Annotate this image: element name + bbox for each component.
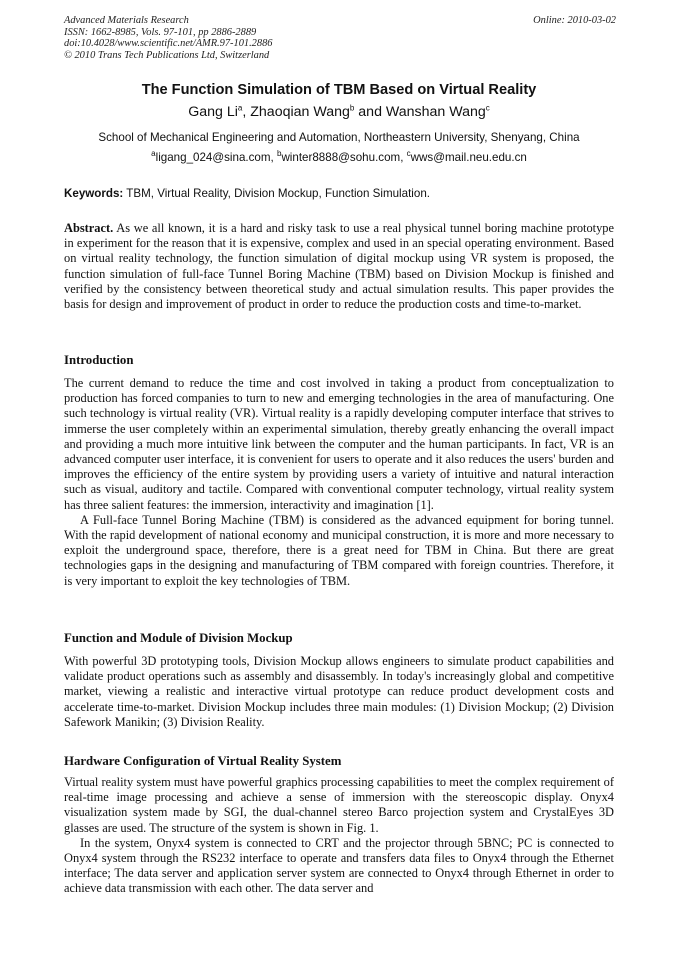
journal-name: Advanced Materials Research <box>64 15 189 26</box>
author-1: Gang Li$^a$, <box>188 103 251 120</box>
paragraph: Virtual reality system must have powerful graphics processing capabilities to meet the complex requirement of real-time image processing and achieve a sense of immersion with the stereoscopic display. Onyx4 visualization system made by SGI, the dual-channel stereo Barco projection system and CrystalEyes 3D glasses are used. The structure of the system is shown in Fig. 1. <box>64 775 614 835</box>
email-1: $^a$ligang_024@sina.com, <box>151 149 277 164</box>
copyright-line: © 2010 Trans Tech Publications Ltd, Switzerland <box>64 49 270 61</box>
keywords-text: TBM, Virtual Reality, Division Mockup, Function Simulation. <box>126 187 430 200</box>
issn-line: ISSN: 1662-8985, Vols. 97-101, pp 2886-2889 <box>64 26 257 38</box>
keywords <box>64 187 616 200</box>
section-body-division-mockup <box>64 654 614 730</box>
online-date: Online: 2010-03-02 <box>533 15 616 26</box>
paragraph: The current demand to reduce the time and cost involved in taking a product from conceptualization to production has forced companies to turn to new and emerging technologies in the area of manufacturing. One such technology is virtual reality (VR). Virtual reality is a rapidly developing computer interface that strives to immerse the user completely within an experimental simulation, thereby greatly enhancing the overall impact and providing a much more intuitive link between the computer and the human participants. In fact, VR is an advanced computer user interface, it is convenient for users to operate and it also reduces the users' burden and improves the efficiency of the entire system by providing users a variety of intuitive and natural interaction such as visual, auditory and tactile. Compared with conventional computer technology, virtual reality system has three salient features: the immersion, interactivity and imagination [1]. <box>64 376 614 512</box>
section-body-hardware <box>64 775 614 897</box>
email-list <box>0 151 678 164</box>
section-heading-hardware: Hardware Configuration of Virtual Reality System <box>64 754 342 768</box>
section-heading-introduction: Introduction <box>64 353 134 367</box>
doi-line: doi:10.4028/www.scientific.net/AMR.97-101.2886 <box>64 38 273 50</box>
abstract <box>64 221 614 312</box>
abstract-label: Abstract. <box>64 221 114 235</box>
keywords-label: Keywords: <box>64 187 124 200</box>
paragraph: With powerful 3D prototyping tools, Division Mockup allows engineers to simulate product capabilities and validate product operations such as assembly and disassembly. In today's increasingly global and competitive market, viewing a realistic and interactive virtual prototype can reduce product development costs and accelerate time-to-market. Division Mockup includes three main modules: (1) Division Mockup; (2) Division Safework Manikin; (3) Division Reality. <box>64 654 614 729</box>
section-body-introduction <box>64 376 614 589</box>
abstract-text: As we all known, it is a hard and risky task to use a real physical tunnel boring machine prototype in experiment for the reason that it is expensive, complex and used in an special operating environment. Based on virtual reality technology, the function simulation of digital mockup using VR system is proposed, the function simulation of full-face Tunnel Boring Machine (TBM) based on Division Mockup is finished and verified by the consistency between theoretical study and actual simulation results. This paper provides the basis for design and improvement of product in order to reduce the production costs and time-to-market. <box>64 221 614 312</box>
journal-header <box>64 15 616 61</box>
paragraph: In the system, Onyx4 system is connected to CRT and the projector through 5BNC; PC is connected to Onyx4 system through the RS232 interface to operate and transfers data files to Onyx4 through the Ethernet interface; The data server and application server system are connected to Onyx4 through Ethernet in order to achieve data transmission with each other. The data server and <box>64 835 614 896</box>
affiliation: School of Mechanical Engineering and Automation, Northeastern University, Shenyang, China <box>98 131 580 144</box>
author-2: Zhaoqian Wang$^b$ and <box>250 103 386 120</box>
paragraph: A Full-face Tunnel Boring Machine (TBM) is considered as the advanced equipment for boring tunnel. With the rapid development of national economy and municipal construction, it is more and more necessary to exploit the underground space, therefore, there is a great need for TBM in China. But there are great technologies gaps in the designing and manufacturing of TBM compared with foreign countries. Therefore, it is very important to exploit the key technologies of TBM. <box>64 512 614 588</box>
section-heading-division-mockup: Function and Module of Division Mockup <box>64 631 293 645</box>
author-3: Wanshan Wang$^c$ <box>385 103 490 120</box>
paper-title: The Function Simulation of TBM Based on Virtual Reality <box>141 82 537 98</box>
email-3: $^c$wws@mail.neu.edu.cn <box>406 149 527 164</box>
author-list <box>0 104 678 120</box>
email-2: $^b$winter8888@sohu.com, <box>276 149 407 164</box>
